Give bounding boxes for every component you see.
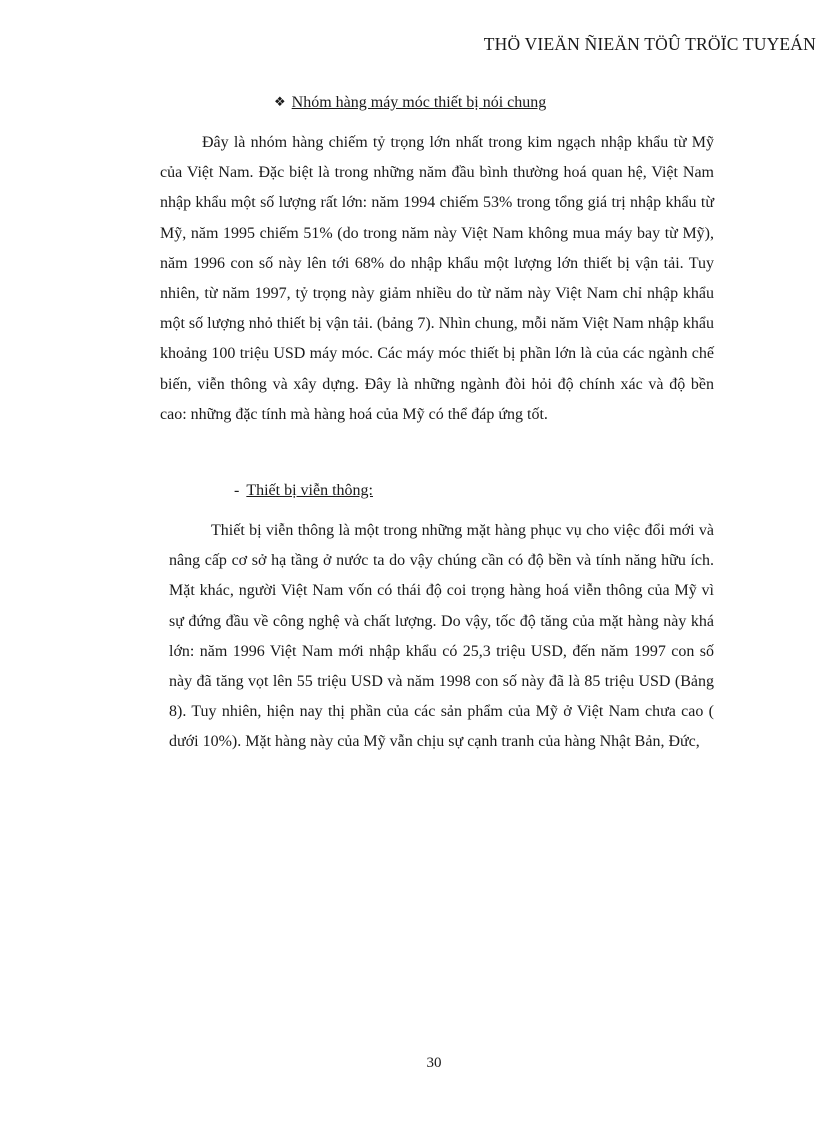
subsection-heading-text: Thiết bị viễn thông:	[246, 482, 373, 499]
section-heading	[274, 94, 546, 112]
section-paragraph: Đây là nhóm hàng chiếm tỷ trọng lớn nhất trong kim ngạch nhập khẩu từ Mỹ của Việt Nam. Đặc biệt là trong những năm đầu bình thường hoá quan hệ, Việt Nam nhập khẩu một số lượng rất lớn: năm 1994 chiếm 53% trong tổng giá trị nhập khẩu từ Mỹ, năm 1995 chiếm 51% (do trong năm này Việt Nam không mua máy bay từ Mỹ), năm 1996 con số này lên tới 68% do nhập khẩu một lượng lớn thiết bị vận tải. Tuy nhiên, từ năm 1997, tỷ trọng này giảm nhiều do từ năm này Việt Nam chỉ nhập khẩu một số lượng nhỏ thiết bị vận tải. (bảng 7). Nhìn chung, mỗi năm Việt Nam nhập khẩu khoảng 100 triệu USD máy móc. Các máy móc thiết bị phần lớn là của các ngành chế biến, viễn thông và xây dựng. Đây là những ngành đòi hỏi độ chính xác và độ bền cao: những đặc tính mà hàng hoá của Mỹ có thể đáp ứng tốt.	[160, 134, 714, 423]
dash-marker: -	[234, 482, 240, 499]
page-number: 30	[426, 1055, 442, 1071]
page-header: THÖ VIEÄN ÑIEÄN TÖÛ TRÖÏC TUYEÁN	[483, 34, 816, 54]
subsection-paragraph: Thiết bị viễn thông là một trong những mặt hàng phục vụ cho việc đổi mới và nâng cấp cơ sở hạ tầng ở nước ta do vậy chúng cần có độ bền và tính năng hữu ích. Mặt khác, người Việt Nam vốn có thái độ coi trọng hàng hoá viễn thông của Mỹ vì sự đứng đầu về công nghệ và chất lượng. Do vậy, tốc độ tăng của mặt hàng này khá lớn: năm 1996 Việt Nam mới nhập khẩu có 25,3 triệu USD, đến năm 1997 con số này đã tăng vọt lên 55 triệu USD và năm 1998 con số này đã là 85 triệu USD (Bảng 8). Tuy nhiên, hiện nay thị phần của các sản phẩm của Mỹ ở Việt Nam chưa cao ( dưới 10%). Mặt hàng này của Mỹ vẫn chịu sự cạnh tranh của hàng Nhật Bản, Đức,	[169, 522, 714, 751]
diamond-bullet-icon: ❖	[274, 95, 286, 110]
subsection-heading	[234, 482, 373, 500]
section-heading-text: Nhóm hàng máy móc thiết bị nói chung	[291, 94, 547, 111]
